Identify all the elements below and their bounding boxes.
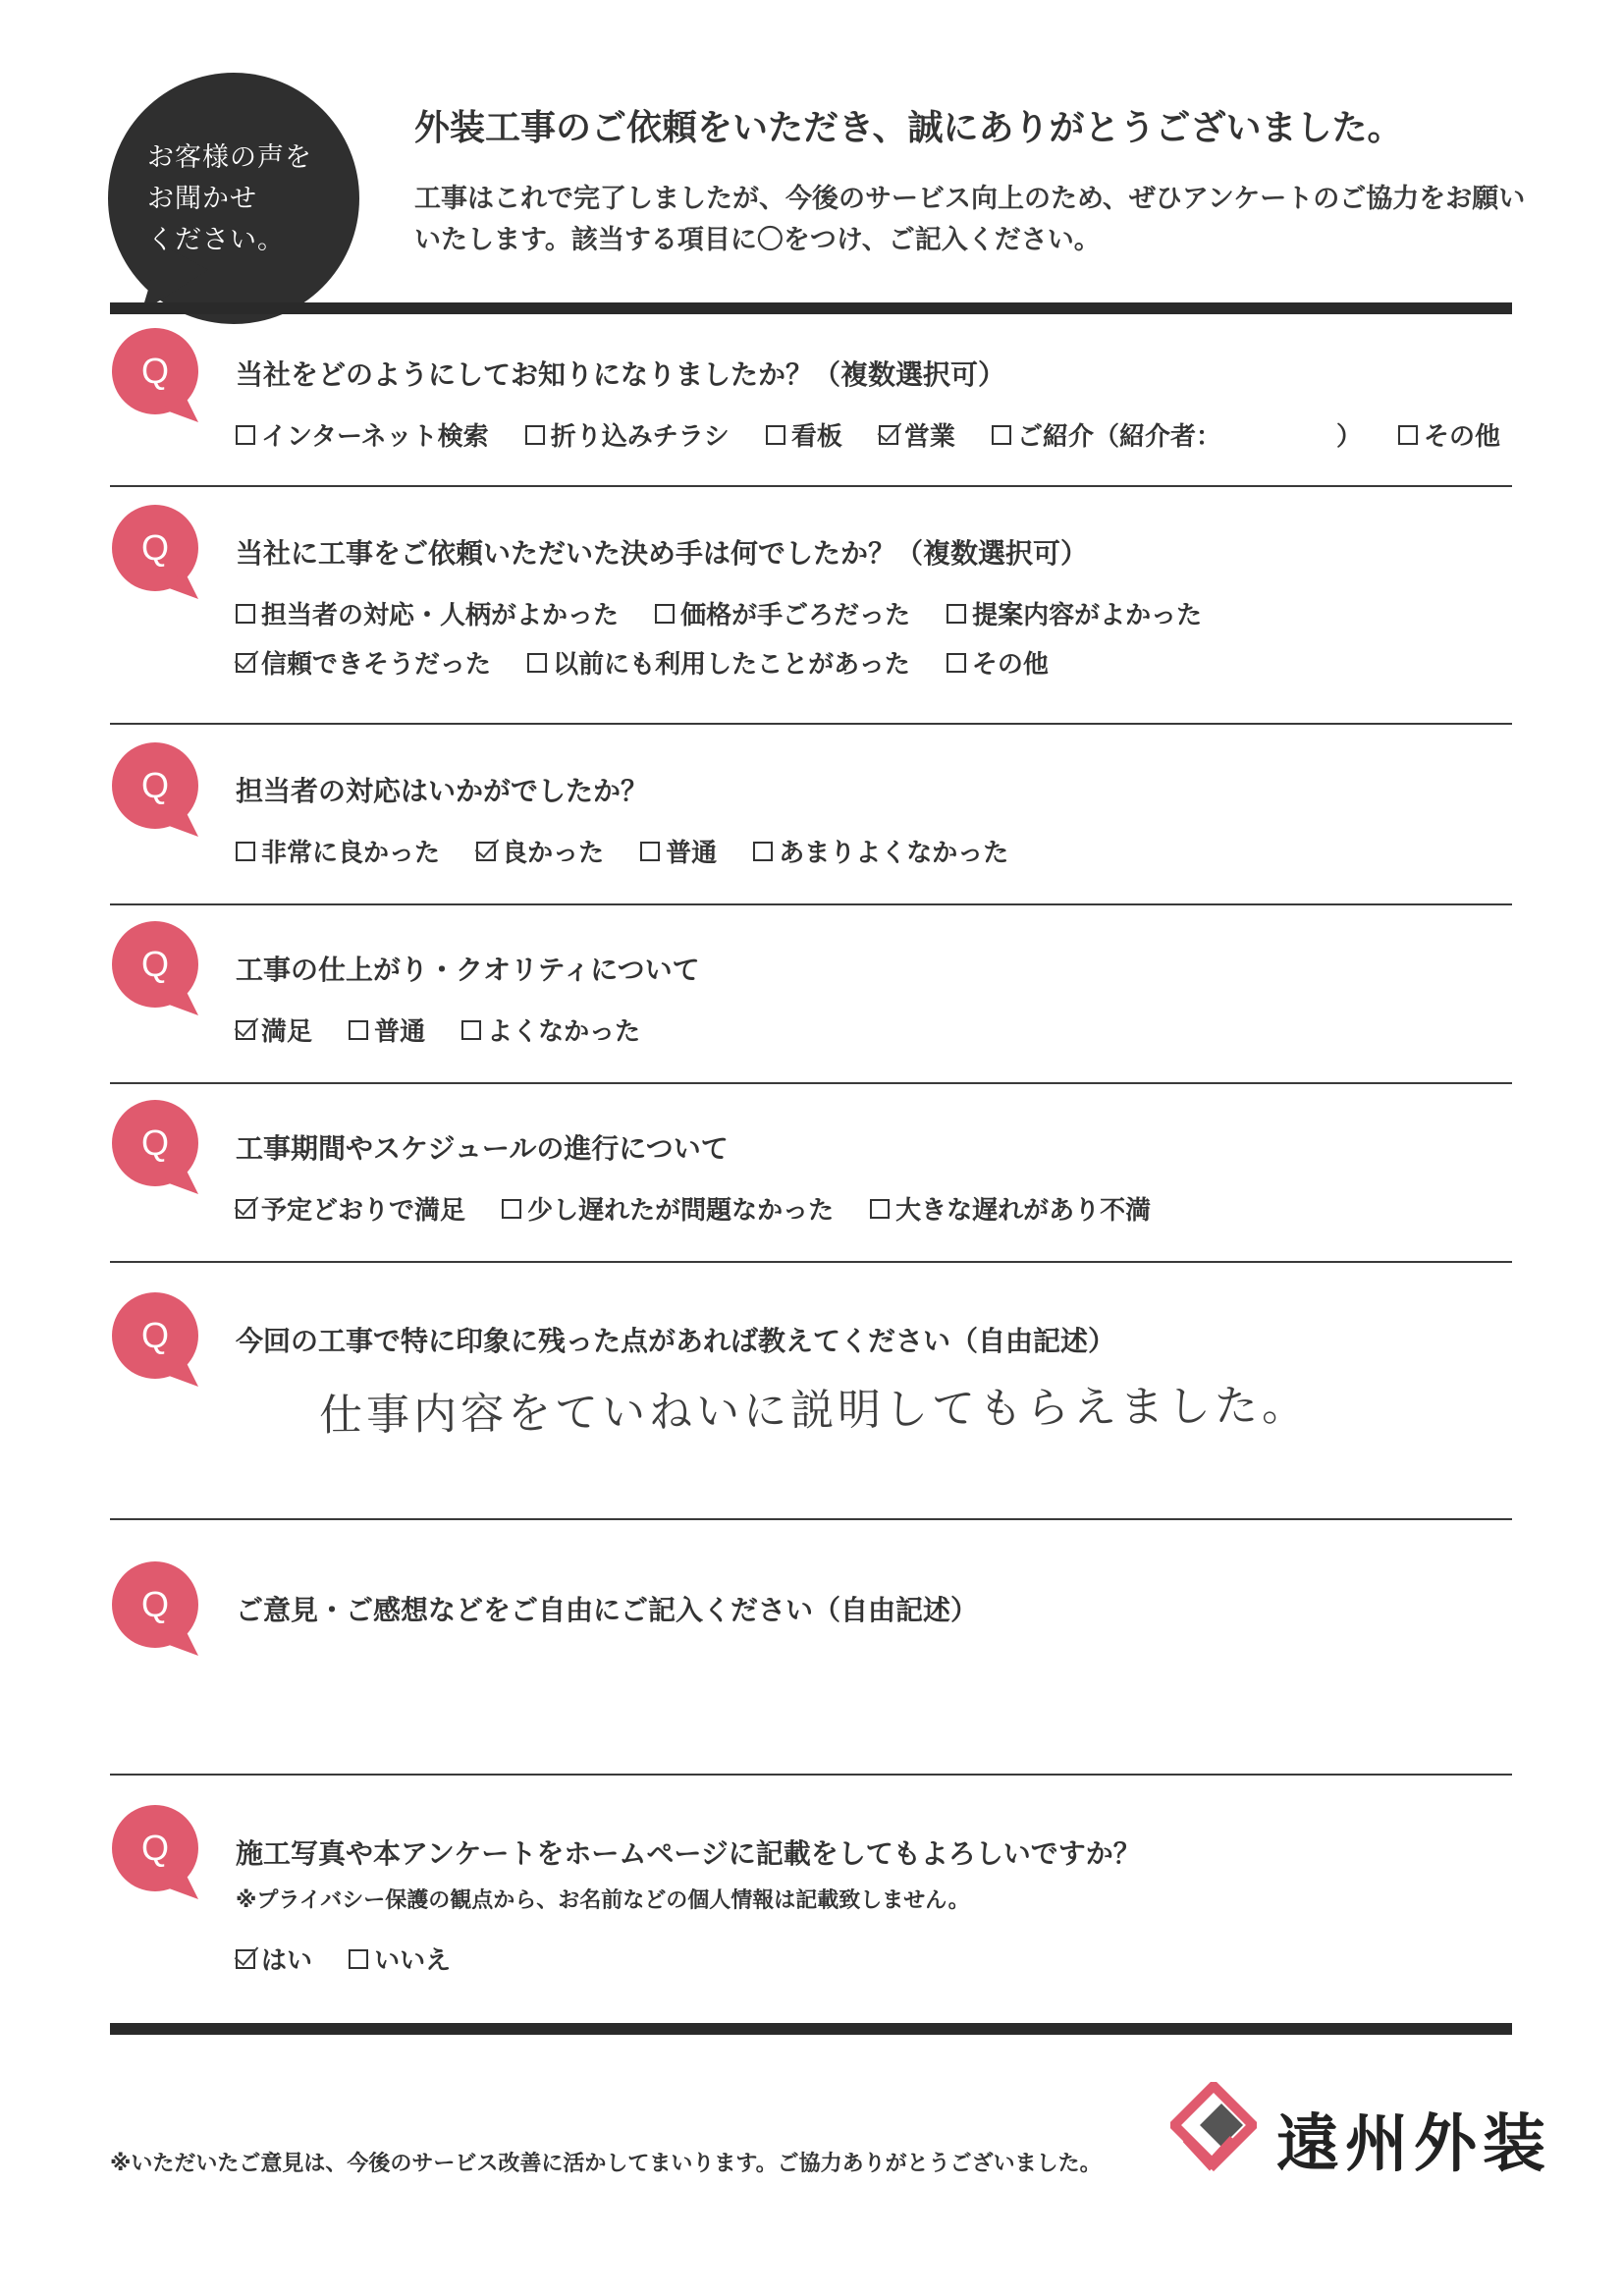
checkbox-icon[interactable]: [947, 604, 966, 624]
option[interactable]: [236, 833, 440, 869]
question-text: 担当者の対応はいかがでしたか？: [236, 775, 649, 807]
checkbox-icon[interactable]: [655, 604, 675, 624]
checkbox-icon[interactable]: [766, 425, 785, 445]
option-label: あまりよくなかった: [779, 839, 1009, 868]
q-speech-bubble-icon: [108, 740, 202, 839]
q-speech-bubble-icon: [108, 1803, 202, 1901]
option[interactable]: [1398, 416, 1500, 453]
privacy-note: ※プライバシー保護の観点から、お名前などの個人情報は記載致しません。: [236, 1888, 970, 1913]
header-divider: [110, 302, 1512, 314]
checkbox-icon[interactable]: [502, 1199, 521, 1219]
q-speech-bubble-icon: [108, 1290, 202, 1389]
option-row: [236, 833, 1036, 869]
option-label: 少し遅れたが問題なかった: [527, 1196, 835, 1226]
checkbox-icon[interactable]: [236, 1199, 255, 1219]
option-row: [236, 1190, 1178, 1227]
checkbox-icon[interactable]: [236, 1949, 255, 1969]
footer-divider: [110, 2023, 1512, 2035]
section-divider: [110, 1518, 1512, 1520]
option-label: 良かった: [502, 839, 605, 868]
option[interactable]: [349, 1941, 451, 1977]
option-label: 満足: [261, 1017, 313, 1047]
checkbox-icon[interactable]: [236, 425, 255, 445]
bubble-line: お聞かせ: [147, 184, 257, 214]
q-speech-bubble-icon: [108, 1098, 202, 1196]
checkbox-icon[interactable]: [753, 842, 773, 861]
checkbox-icon[interactable]: [525, 425, 545, 445]
q-label: Q: [140, 1315, 170, 1355]
q-label: Q: [140, 765, 170, 805]
enshu-gaisou-logo-icon: [1170, 2082, 1257, 2190]
section-divider: [110, 723, 1512, 725]
option[interactable]: [236, 595, 619, 631]
option-label: 営業: [903, 422, 955, 452]
option[interactable]: [236, 1011, 312, 1048]
option[interactable]: [349, 1011, 425, 1048]
option-row: [236, 416, 1528, 453]
option-row: [236, 1011, 668, 1048]
option-label: 大きな遅れがあり不満: [895, 1196, 1152, 1226]
question-text: 工事の仕上がり・クオリティについて: [236, 954, 700, 986]
question-text: 工事期間やスケジュールの進行について: [236, 1132, 729, 1165]
q-label: Q: [140, 1828, 170, 1868]
option-label: 提案内容がよかった: [972, 601, 1203, 630]
option[interactable]: [992, 416, 1362, 453]
section-divider: [110, 1774, 1512, 1776]
q-speech-bubble-icon: [108, 919, 202, 1017]
option[interactable]: [236, 1941, 312, 1977]
option-label: 普通: [666, 839, 718, 868]
option-label: はい: [261, 1946, 313, 1976]
checkbox-icon[interactable]: [349, 1020, 368, 1040]
option-row: [236, 1941, 478, 1977]
checkbox-icon[interactable]: [236, 842, 255, 861]
checkbox-icon[interactable]: [640, 842, 660, 861]
q-label: Q: [140, 944, 170, 984]
option[interactable]: [870, 1190, 1151, 1227]
option[interactable]: [502, 1190, 834, 1227]
checkbox-icon[interactable]: [476, 842, 496, 861]
checkbox-icon[interactable]: [236, 653, 255, 673]
option-label: 予定どおりで満足: [261, 1196, 466, 1226]
option-label: よくなかった: [487, 1017, 641, 1047]
option[interactable]: [527, 644, 910, 681]
handwritten-answer[interactable]: 仕事内容をていねいに説明してもらえました。: [318, 1380, 1310, 1442]
option-label: いいえ: [374, 1946, 452, 1976]
question-text: 当社をどのようにしてお知りになりましたか？（複数選択可）: [236, 358, 1006, 391]
footer-note: ※いただいたご意見は、今後のサービス改善に活かしてまいります。ご協力ありがとうございました。: [110, 2152, 1102, 2176]
option-label: その他: [1424, 422, 1501, 452]
option[interactable]: [236, 644, 491, 681]
option[interactable]: [655, 595, 910, 631]
option-row: [236, 644, 1076, 681]
bubble-line: ください。: [147, 225, 285, 255]
question-text: 今回の工事で特に印象に残った点があれば教えてください（自由記述）: [236, 1325, 1116, 1357]
option-label: 信頼できそうだった: [261, 650, 492, 680]
section-divider: [110, 485, 1512, 487]
question-text: ご意見・ご感想などをご自由にご記入ください（自由記述）: [236, 1594, 979, 1626]
header-bubble-text: [147, 137, 353, 261]
checkbox-icon[interactable]: [1398, 425, 1418, 445]
option-row: [236, 595, 1229, 631]
option-label: インターネット検索: [261, 422, 489, 452]
checkbox-icon[interactable]: [461, 1020, 481, 1040]
question-text: 施工写真や本アンケートをホームページに記載をしてもよろしいですか？: [236, 1837, 1141, 1870]
option-label: ご紹介（紹介者： ）: [1016, 422, 1362, 452]
section-divider: [110, 903, 1512, 905]
checkbox-icon[interactable]: [992, 425, 1011, 445]
option[interactable]: [640, 833, 717, 869]
option-label: 非常に良かった: [261, 839, 441, 868]
q-label: Q: [140, 351, 170, 391]
logo-text: 遠州外装: [1276, 2107, 1551, 2181]
checkbox-icon[interactable]: [947, 653, 966, 673]
checkbox-icon[interactable]: [870, 1199, 890, 1219]
option[interactable]: [947, 595, 1202, 631]
option-label: 以前にも利用したことがあった: [553, 650, 910, 680]
option-label: 価格が手ごろだった: [680, 601, 911, 630]
q-speech-bubble-icon: [108, 1559, 202, 1658]
option[interactable]: [236, 1190, 465, 1227]
option-label: 折り込みチラシ: [550, 422, 730, 452]
checkbox-icon[interactable]: [879, 425, 898, 445]
section-divider: [110, 1082, 1512, 1084]
option-label: その他: [971, 650, 1049, 680]
checkbox-icon[interactable]: [236, 604, 255, 624]
page-title: 外装工事のご依頼をいただき、誠にありがとうございました。: [414, 108, 1403, 148]
q-label: Q: [140, 1122, 170, 1163]
checkbox-icon[interactable]: [236, 1020, 255, 1040]
q-speech-bubble-icon: [108, 326, 202, 424]
option-label: 普通: [374, 1017, 426, 1047]
option[interactable]: [476, 833, 604, 869]
bubble-line: お客様の声を: [147, 142, 312, 173]
question-text: 当社に工事をご依頼いただいた決め手は何でしたか？（複数選択可）: [236, 537, 1089, 570]
q-speech-bubble-icon: [108, 503, 202, 601]
option[interactable]: [753, 833, 1008, 869]
option[interactable]: [879, 416, 955, 453]
checkbox-icon[interactable]: [527, 653, 547, 673]
section-divider: [110, 1261, 1512, 1263]
checkbox-icon[interactable]: [349, 1949, 368, 1969]
option[interactable]: [461, 1011, 640, 1048]
q-label: Q: [140, 527, 170, 568]
option-label: 担当者の対応・人柄がよかった: [261, 601, 620, 630]
option-label: 看板: [790, 422, 842, 452]
option[interactable]: [525, 416, 730, 453]
option[interactable]: [236, 416, 489, 453]
option[interactable]: [947, 644, 1049, 681]
option[interactable]: [766, 416, 842, 453]
q-label: Q: [140, 1584, 170, 1624]
intro-text: 工事はこれで完了しましたが、今後のサービス向上のため、ぜひアンケートのご協力をお願いいたします。該当する項目に〇をつけ、ご記入ください。: [414, 184, 1526, 255]
